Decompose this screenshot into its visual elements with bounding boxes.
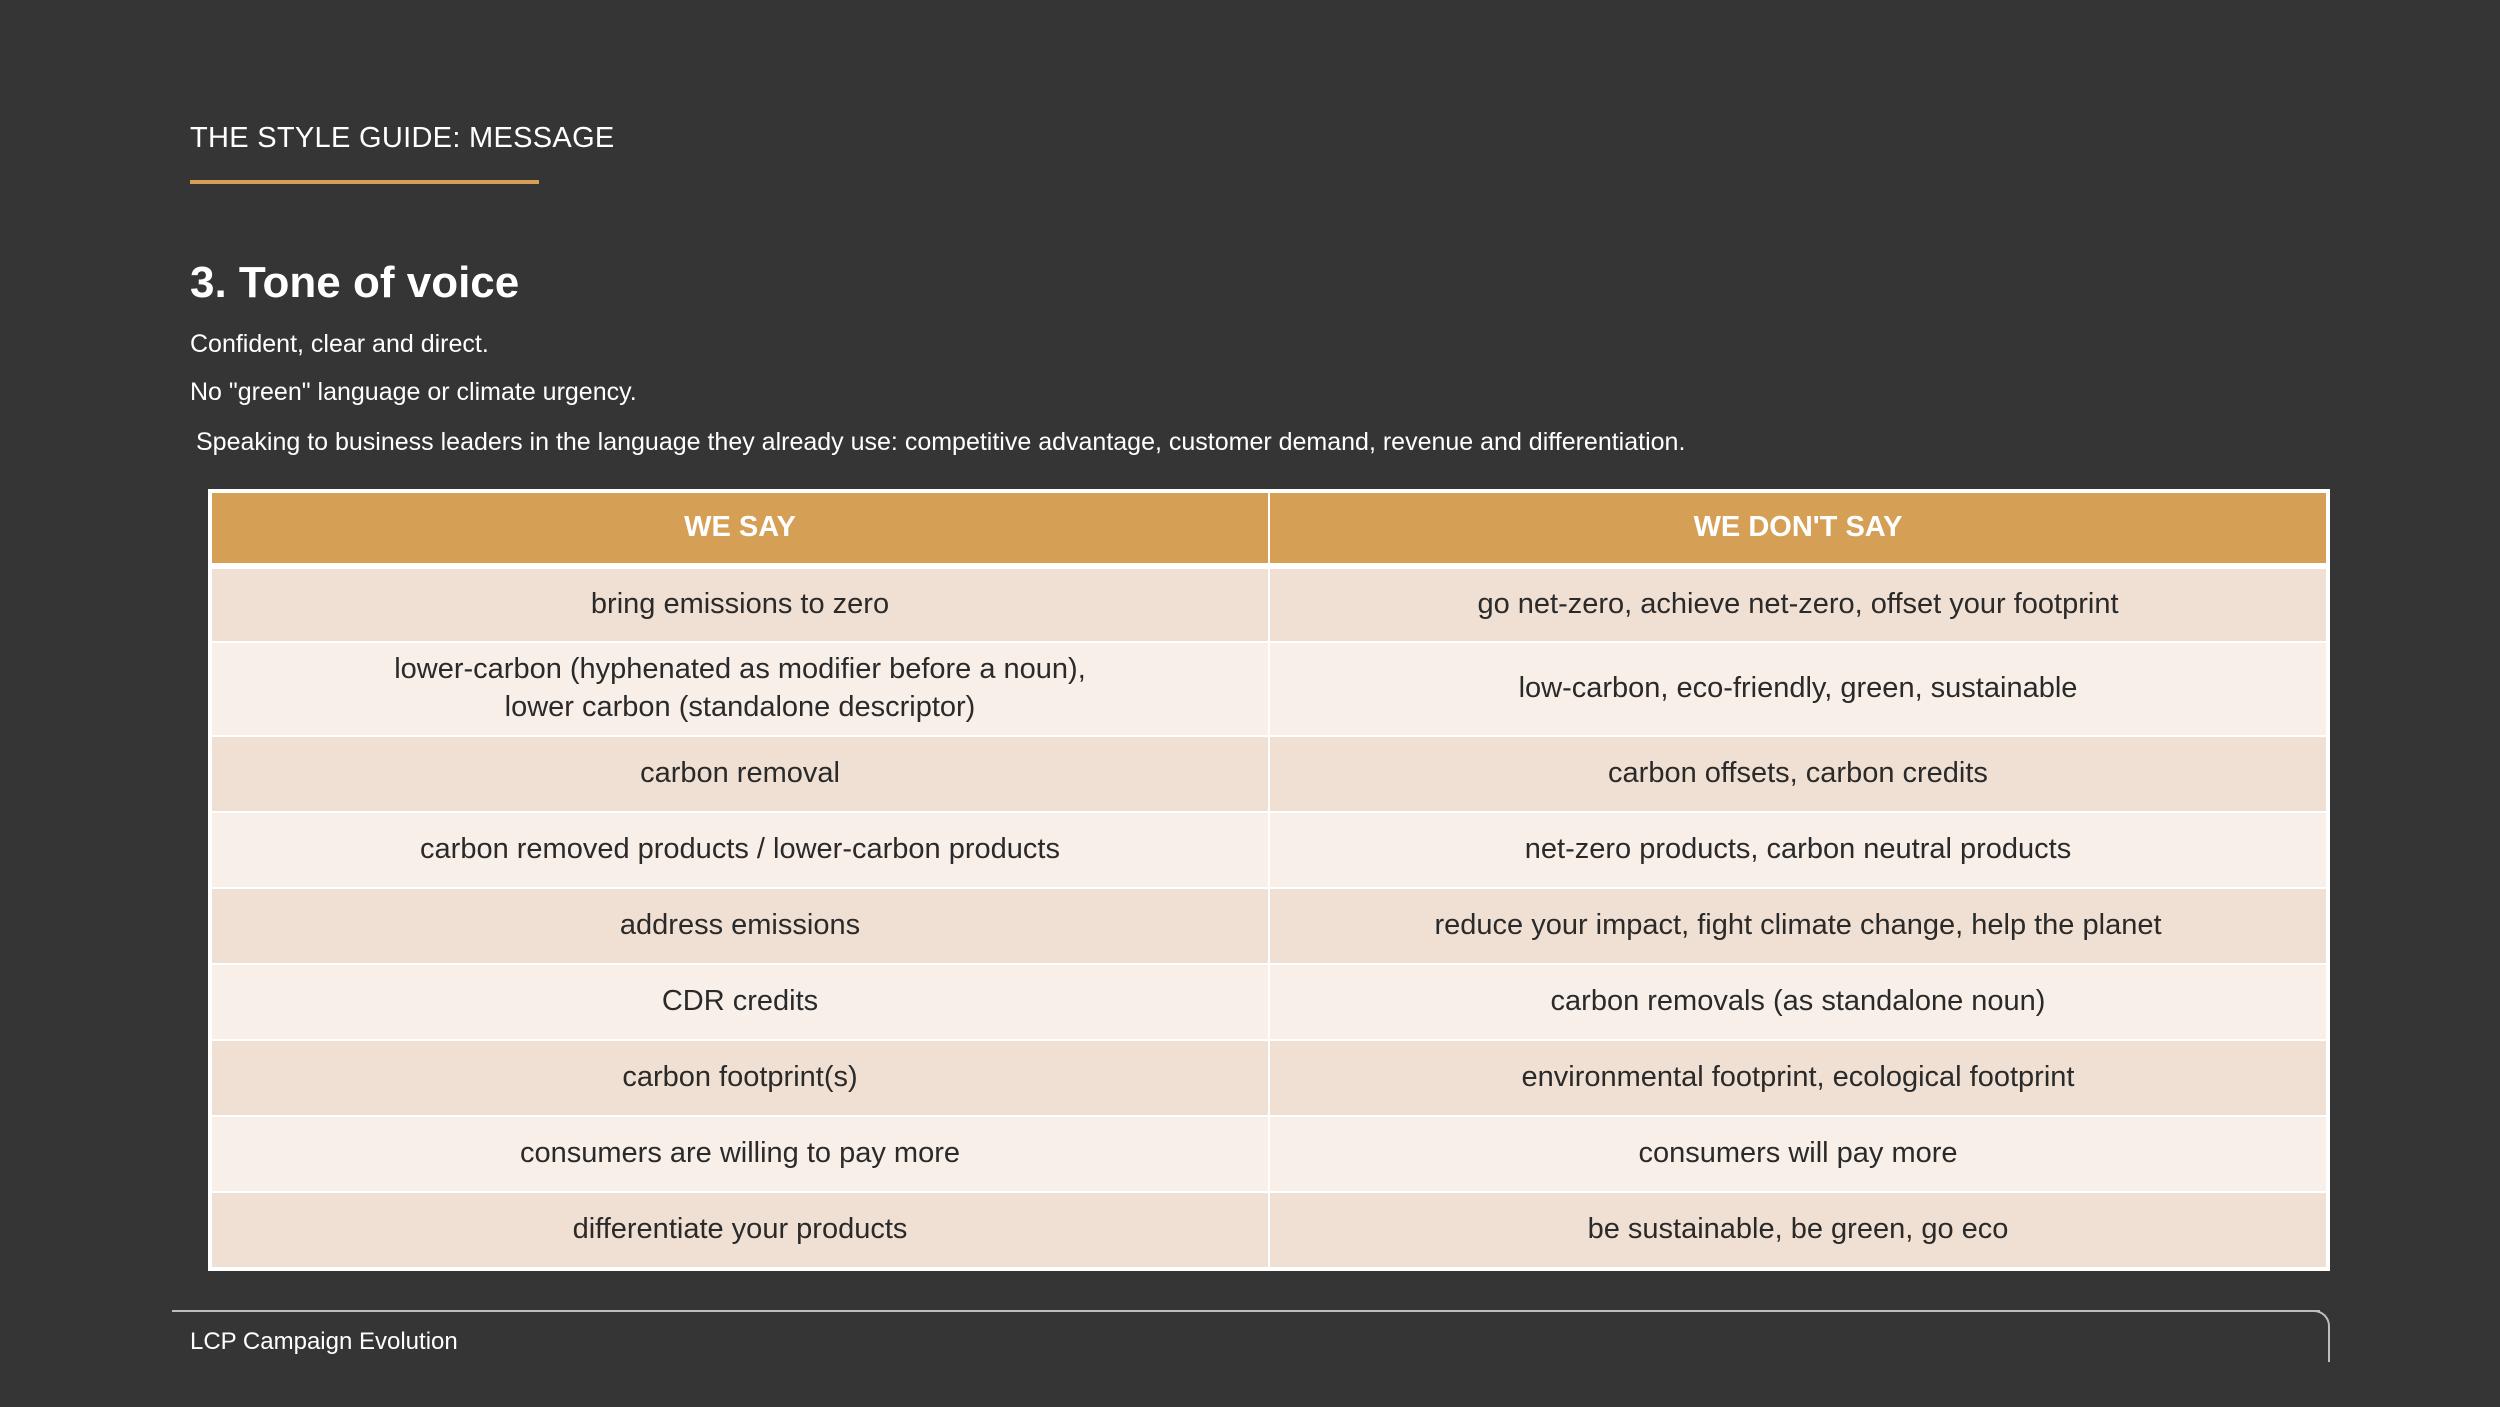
we-say-cell: CDR credits [211,964,1269,1040]
we-say-cell: bring emissions to zero [211,566,1269,642]
tone-table-container [208,489,2330,1271]
we-dont-say-cell: be sustainable, be green, go eco [1269,1192,2327,1268]
we-say-cell: address emissions [211,888,1269,964]
page-title: 3. Tone of voice [190,258,520,307]
tone-line-2: No "green" language or climate urgency. [190,378,637,406]
table-header-row [211,492,2327,566]
table-row [211,1116,2327,1192]
table-row [211,642,2327,736]
table-row [211,964,2327,1040]
we-say-cell: consumers are willing to pay more [211,1116,1269,1192]
footer-divider [172,1310,2320,1312]
we-dont-say-cell: environmental footprint, ecological footprint [1269,1040,2327,1116]
we-dont-say-cell: go net-zero, achieve net-zero, offset your footprint [1269,566,2327,642]
we-dont-say-cell: low-carbon, eco-friendly, green, sustainable [1269,642,2327,736]
we-dont-say-cell: reduce your impact, fight climate change, help the planet [1269,888,2327,964]
table-body [211,566,2327,1268]
table-row [211,736,2327,812]
footer-text: LCP Campaign Evolution [190,1328,458,1355]
tone-line-1: Confident, clear and direct. [190,330,489,358]
tone-table [210,491,2328,1269]
table-row [211,812,2327,888]
we-dont-say-cell: carbon offsets, carbon credits [1269,736,2327,812]
we-say-cell: lower-carbon (hyphenated as modifier before a noun), lower carbon (standalone descriptor) [211,642,1269,736]
we-say-cell: carbon removed products / lower-carbon products [211,812,1269,888]
table-row [211,1040,2327,1116]
we-dont-say-cell: net-zero products, carbon neutral products [1269,812,2327,888]
we-say-cell: carbon footprint(s) [211,1040,1269,1116]
footer-corner [2312,1310,2330,1362]
section-label: THE STYLE GUIDE: MESSAGE [190,122,615,154]
we-say-cell: differentiate your products [211,1192,1269,1268]
table-row [211,566,2327,642]
header-we-dont-say: WE DON'T SAY [1269,492,2327,566]
we-dont-say-cell: carbon removals (as standalone noun) [1269,964,2327,1040]
we-dont-say-cell: consumers will pay more [1269,1116,2327,1192]
we-say-cell: carbon removal [211,736,1269,812]
tone-line-3: Speaking to business leaders in the language they already use: competitive advantage, customer demand, revenue and differentiation. [196,428,1686,456]
header-we-say: WE SAY [211,492,1269,566]
table-row [211,1192,2327,1268]
table-row [211,888,2327,964]
section-underline [190,180,539,184]
